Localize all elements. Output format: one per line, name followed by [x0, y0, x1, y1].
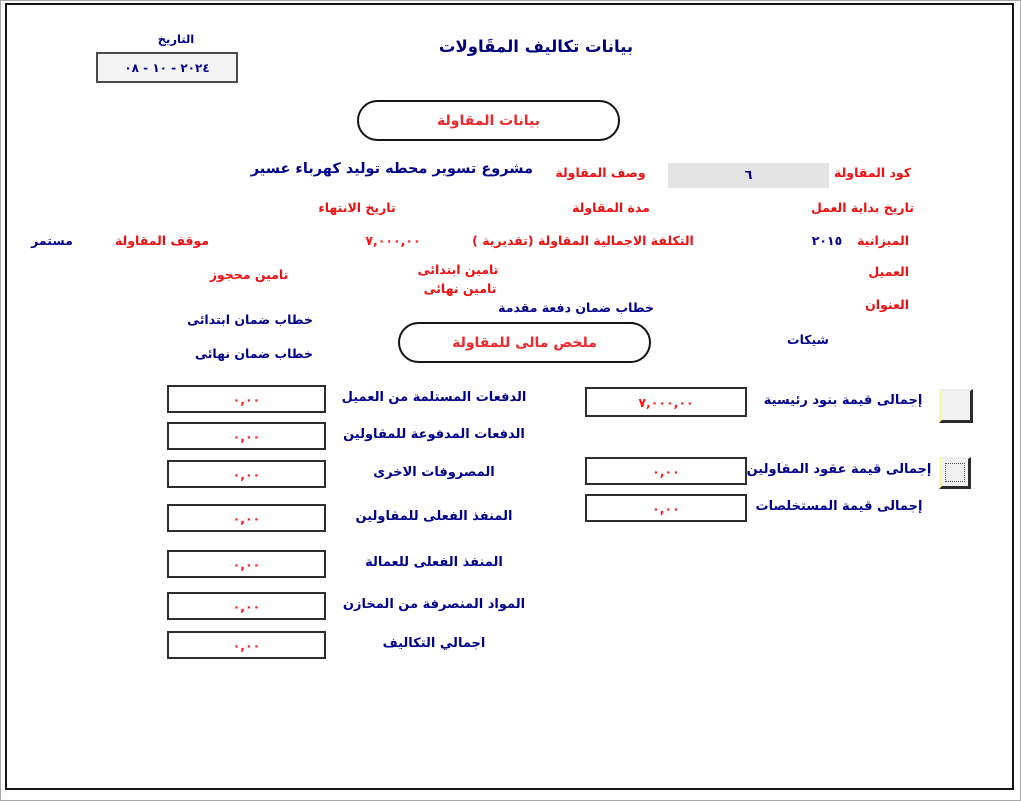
materials-from-stores-value: ٠,٠٠	[232, 598, 261, 614]
materials-from-stores-field[interactable]	[167, 592, 326, 620]
main-items-total-value: ٧,٠٠٠,٠٠	[638, 394, 694, 410]
initial-guarantee-label: خطاب ضمان ابتدائى	[187, 312, 313, 327]
other-expenses-value: ٠,٠٠	[232, 466, 261, 482]
extracts-total-value: ٠,٠٠	[652, 500, 680, 516]
checks-label: شيكات	[787, 332, 829, 347]
extracts-total-field[interactable]	[585, 494, 747, 522]
total-costs-label: اجمالي التكاليف	[382, 636, 486, 651]
final-insurance-label: تامين نهائى	[423, 281, 497, 296]
payments-to-contractors-value: ٠,٠٠	[232, 428, 261, 444]
main-items-detail-button[interactable]	[939, 389, 973, 423]
extracts-total-label: إجمالى قيمة المستخلصات	[755, 499, 923, 514]
payments-from-client-label: الدفعات المستلمة من العميل	[341, 390, 527, 405]
contract-code-value: ٦	[744, 168, 753, 183]
total-cost-label: التكلفة الاجمالية المقاولة (تقديرية )	[472, 233, 694, 248]
contractor-contracts-detail-button[interactable]	[939, 457, 971, 489]
contract-status-label: موقف المقاولة	[114, 233, 210, 248]
contract-status-value: مستمر	[31, 233, 73, 248]
other-expenses-field[interactable]	[167, 460, 326, 488]
contractor-contracts-total-value: ٠,٠٠	[652, 463, 680, 479]
contract-description-value: مشروع تسوير محطه توليد كهرباء عسير	[250, 161, 533, 177]
contract-code-label: كود المقاولة	[834, 165, 911, 180]
actual-executed-labor-value: ٠,٠٠	[232, 556, 261, 572]
contract-info-section-button[interactable]	[357, 100, 620, 141]
main-items-total-field[interactable]	[585, 387, 747, 417]
materials-from-stores-label: المواد المنصرفة من المخازن	[342, 597, 526, 612]
date-value: ٢٠٢٤ - ١٠ - ٠٨	[124, 60, 210, 75]
contract-info-section-label: بيانات المقاولة	[437, 112, 540, 129]
financial-summary-section-label: ملخص مالى للمقاولة	[452, 334, 597, 351]
contractor-contracts-total-label: إجمالى قيمة عقود المقاولين	[746, 462, 932, 477]
date-label: التاريخ	[157, 32, 195, 46]
actual-executed-contractors-label: المنفذ الفعلى للمقاولين	[355, 509, 513, 524]
address-label: العنوان	[865, 297, 909, 312]
payments-from-client-value: ٠,٠٠	[232, 391, 261, 407]
other-expenses-label: المصروفات الاخرى	[373, 465, 495, 480]
total-cost-value: ٧,٠٠٠,٠٠	[365, 233, 421, 248]
duration-label: مدة المقاولة	[572, 200, 650, 215]
date-field[interactable]	[96, 52, 238, 83]
actual-executed-contractors-value: ٠,٠٠	[232, 510, 261, 526]
total-costs-field[interactable]	[167, 631, 326, 659]
contract-code-field[interactable]	[668, 163, 829, 188]
actual-executed-labor-label: المنفذ الفعلى للعمالة	[365, 555, 503, 570]
actual-executed-contractors-field[interactable]	[167, 504, 326, 532]
advance-guarantee-label: خطاب ضمان دفعة مقدمة	[498, 300, 654, 315]
final-guarantee-label: خطاب ضمان نهائى	[195, 346, 313, 361]
start-date-label: تاريخ بداية العمل	[810, 200, 914, 215]
financial-summary-section-button[interactable]	[398, 322, 651, 363]
total-costs-value: ٠,٠٠	[232, 637, 261, 653]
actual-executed-labor-field[interactable]	[167, 550, 326, 578]
client-label: العميل	[868, 264, 909, 279]
main-items-total-label: إجمالى قيمة بنود رئيسية	[763, 393, 923, 408]
focus-rectangle	[945, 463, 965, 483]
budget-value: ٢٠١٥	[811, 233, 843, 248]
retained-insurance-label: تامين محجوز	[209, 267, 289, 282]
budget-label: الميزانية	[857, 233, 909, 248]
initial-insurance-label: تامين ابتدائى	[417, 262, 499, 277]
payments-to-contractors-field[interactable]	[167, 422, 326, 450]
payments-from-client-field[interactable]	[167, 385, 326, 413]
end-date-label: تاريخ الانتهاء	[318, 200, 396, 215]
payments-to-contractors-label: الدفعات المدفوعة للمقاولين	[343, 427, 525, 442]
page-title: بيانات تكاليف المقَاولات	[438, 37, 634, 56]
contract-description-label: وصف المقاولة	[555, 165, 646, 180]
contractor-contracts-total-field[interactable]	[585, 457, 747, 485]
